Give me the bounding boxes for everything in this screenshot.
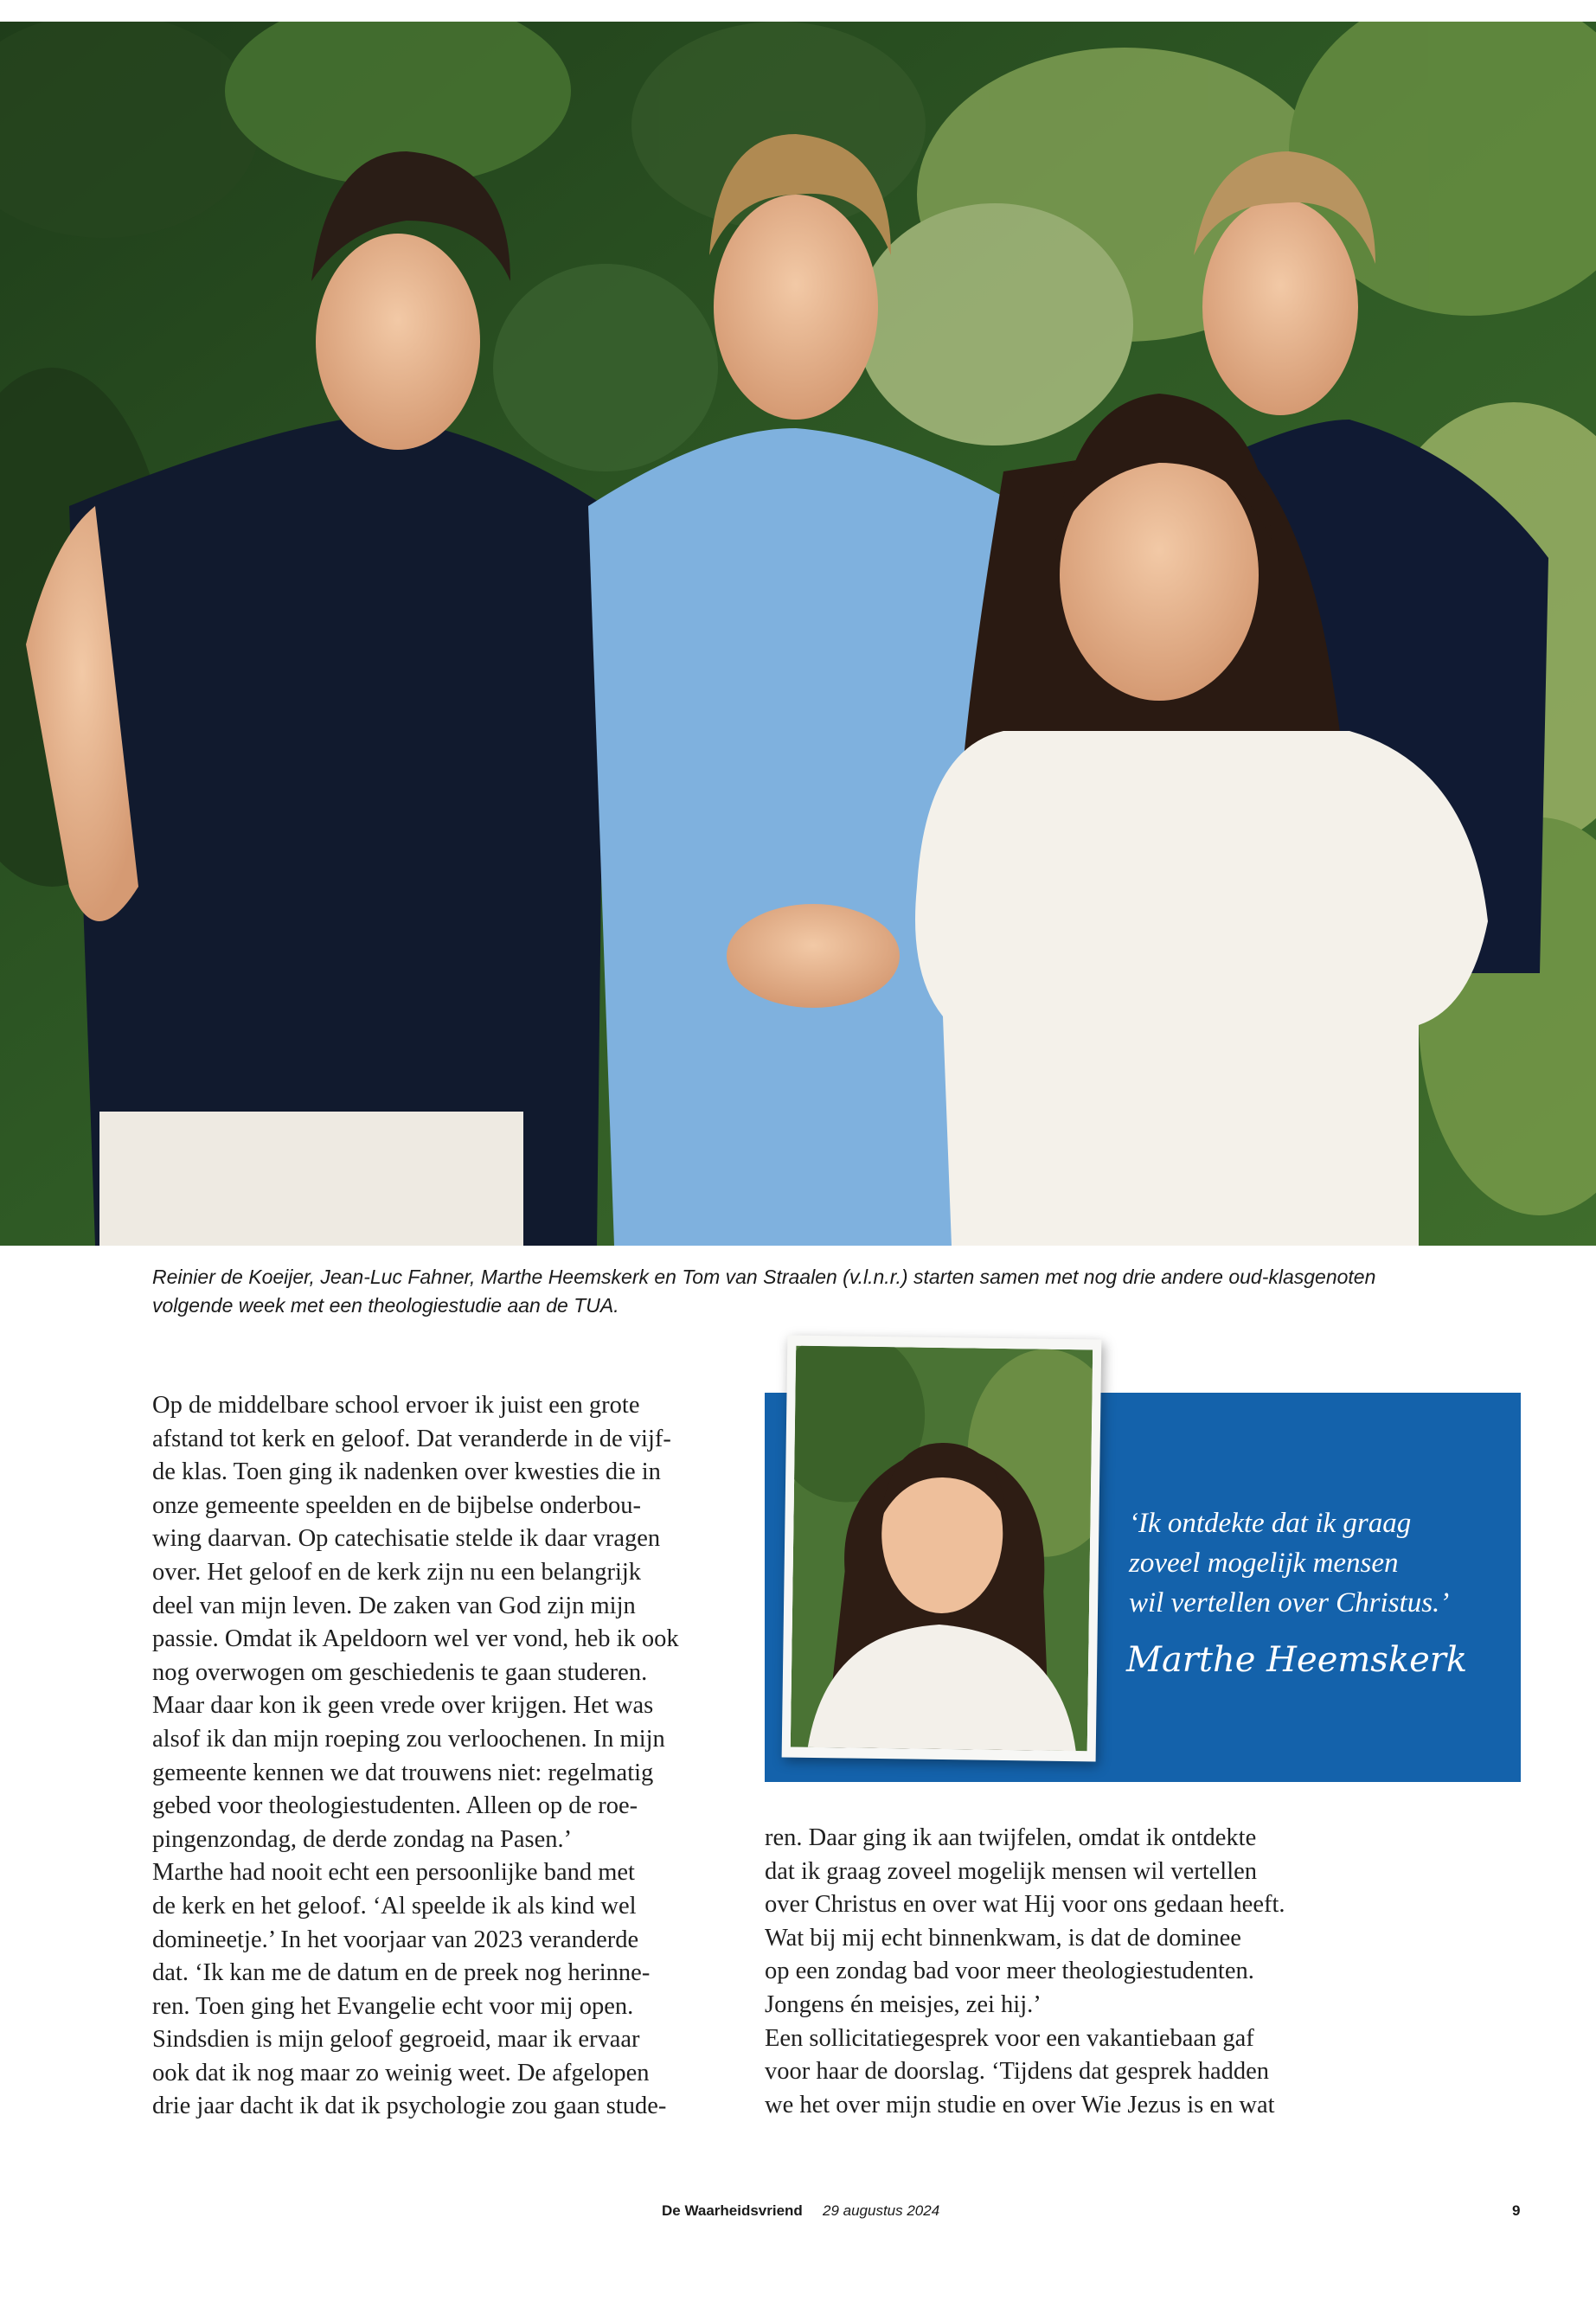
text-line: Jongens én meisjes, zei hij.’ bbox=[765, 1990, 1042, 2018]
page-number: 9 bbox=[1512, 2202, 1521, 2219]
quote-line: ‘Ik ontdekte dat ik graag bbox=[1129, 1508, 1412, 1539]
magazine-name: De Waarheidsvriend bbox=[662, 2202, 803, 2219]
text-line: alsof ik dan mijn roeping zou verloochenen. In mijn bbox=[152, 1725, 665, 1753]
text-line: ook dat ik nog maar zo weinig weet. De afgelopen bbox=[152, 2059, 650, 2086]
text-line: Op de middelbare school ervoer ik juist een grote bbox=[152, 1392, 640, 1419]
signature bbox=[1125, 1633, 1488, 1685]
text-line: ren. Toen ging het Evangelie echt voor mij open. bbox=[152, 1992, 634, 2020]
portrait-polaroid bbox=[782, 1335, 1102, 1761]
text-line: op een zondag bad voor meer theologiestudenten. bbox=[765, 1958, 1254, 1985]
text-line: dat ik graag zoveel mogelijk mensen wil vertellen bbox=[765, 1857, 1258, 1885]
text-line: ren. Daar ging ik aan twijfelen, omdat ik ontdekte bbox=[765, 1824, 1257, 1851]
text-line: de klas. Toen ging ik nadenken over kwesties die in bbox=[152, 1458, 661, 1486]
text-line: afstand tot kerk en geloof. Dat veranderde in de vijf- bbox=[152, 1425, 671, 1452]
text-line: nog overwogen om geschiedenis te gaan studeren. bbox=[152, 1658, 648, 1686]
article-column-right bbox=[765, 1822, 1388, 2122]
text-line: deel van mijn leven. De zaken van God zijn mijn bbox=[152, 1592, 636, 1619]
article-column-left bbox=[152, 1389, 740, 2124]
text-line: gemeente kennen we dat trouwens niet: regelmatig bbox=[152, 1759, 654, 1786]
portrait-image-icon bbox=[791, 1346, 1093, 1752]
text-line: over. Het geloof en de kerk zijn nu een belangrijk bbox=[152, 1558, 642, 1586]
quote-line: wil vertellen over Christus.’ bbox=[1129, 1587, 1450, 1618]
text-line: wing daarvan. Op catechisatie stelde ik daar vragen bbox=[152, 1525, 661, 1553]
text-line: passie. Omdat ik Apeldoorn wel ver vond, heb ik ook bbox=[152, 1625, 679, 1653]
group-photo bbox=[0, 22, 1596, 1246]
portrait-photo bbox=[791, 1346, 1093, 1752]
quote-line: zoveel mogelijk mensen bbox=[1129, 1548, 1399, 1579]
pull-quote bbox=[1129, 1503, 1509, 1623]
text-line: over Christus en over wat Hij voor ons gedaan heeft. bbox=[765, 1891, 1285, 1919]
text-line: pingenzondag, de derde zondag na Pasen.’ bbox=[152, 1825, 573, 1853]
text-line: we het over mijn studie en over Wie Jezus is en wat bbox=[765, 2091, 1275, 2118]
text-line: de kerk en het geloof. ‘Al speelde ik als kind wel bbox=[152, 1892, 637, 1920]
text-line: Een sollicitatiegesprek voor een vakantiebaan gaf bbox=[765, 2024, 1254, 2052]
text-line: domineetje.’ In het voorjaar van 2023 veranderde bbox=[152, 1926, 639, 1953]
text-line: dat. ‘Ik kan me de datum en de preek nog herinne- bbox=[152, 1959, 651, 1987]
photo-caption: Reinier de Koeijer, Jean-Luc Fahner, Marthe Heemskerk en Tom van Straalen (v.l.n.r.) starten samen met nog drie andere oud-klasgenoten volgende week met een theologiestudie aan de TUA. bbox=[152, 1266, 1376, 1317]
text-line: Marthe had nooit echt een persoonlijke band met bbox=[152, 1859, 635, 1887]
text-line: onze gemeente speelden en de bijbelse onderbou- bbox=[152, 1491, 642, 1519]
text-line: gebed voor theologiestudenten. Alleen op de roe- bbox=[152, 1792, 638, 1820]
text-line: Wat bij mij echt binnenkwam, is dat de dominee bbox=[765, 1924, 1241, 1952]
text-line: Sindsdien is mijn geloof gegroeid, maar ik ervaar bbox=[152, 2026, 640, 2054]
issue-date: 29 augustus 2024 bbox=[823, 2202, 940, 2219]
group-portrait-photo bbox=[0, 22, 1596, 1246]
signature-text: Marthe Heemskerk bbox=[1126, 1640, 1468, 1680]
text-line: Maar daar kon ik geen vrede over krijgen. Het was bbox=[152, 1692, 654, 1720]
text-line: drie jaar dacht ik dat ik psychologie zou gaan stude- bbox=[152, 2093, 667, 2120]
text-line: voor haar de doorslag. ‘Tijdens dat gesprek hadden bbox=[765, 2058, 1270, 2086]
